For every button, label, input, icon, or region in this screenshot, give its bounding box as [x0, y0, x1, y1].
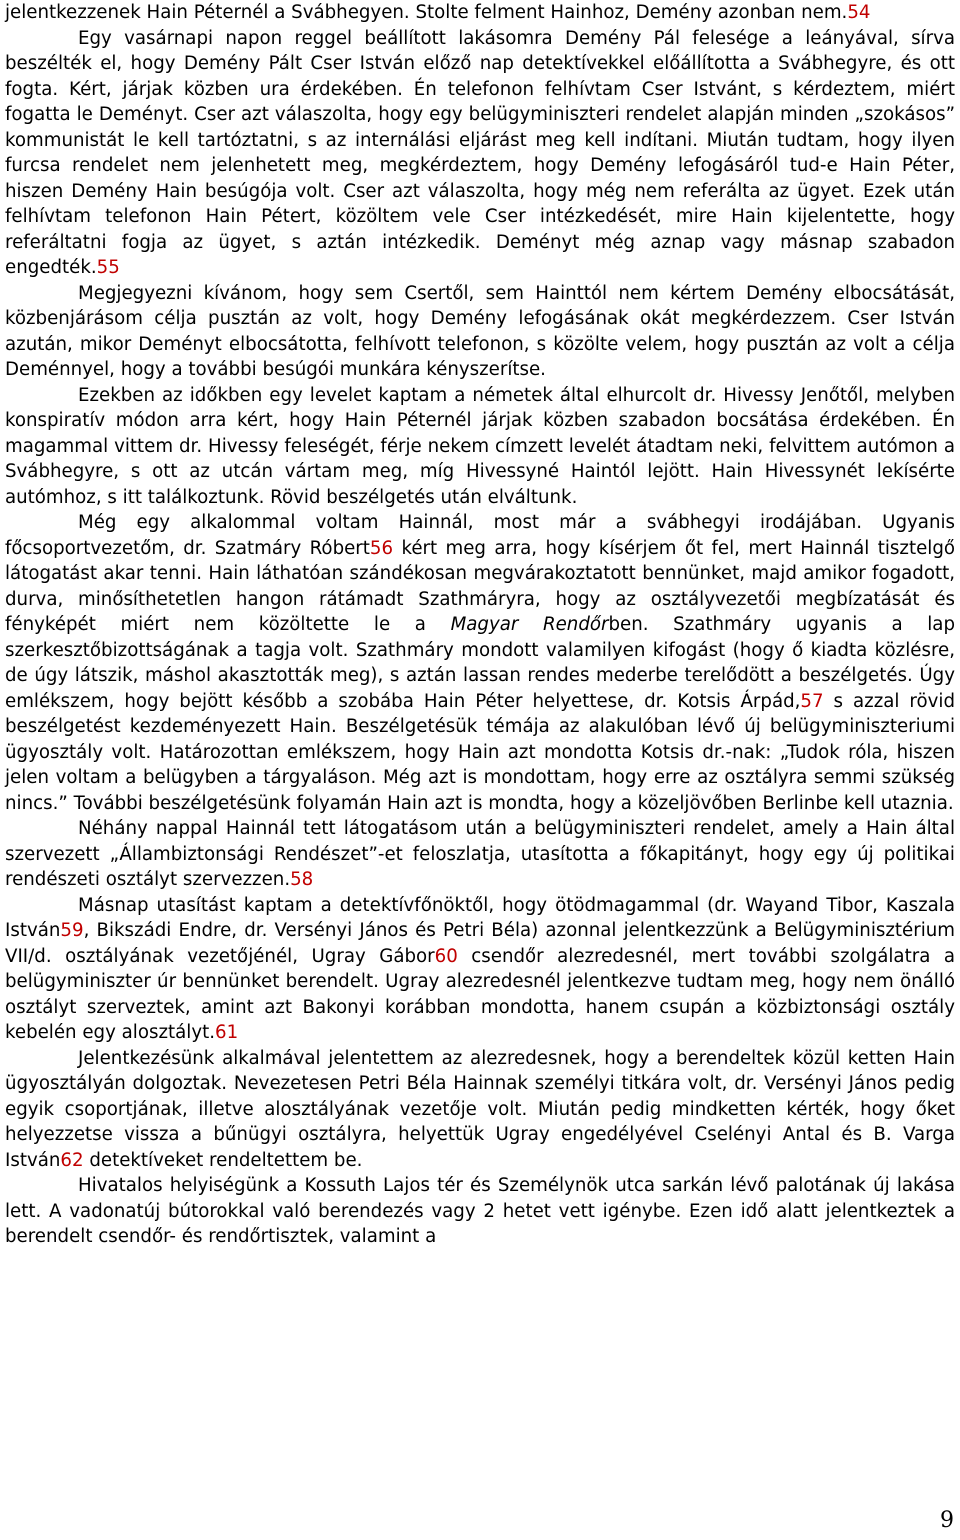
footnote-reference: 59	[60, 920, 84, 941]
text-run: jelentkezzenek Hain Péternél a Svábhegyen. Stolte felment Hainhoz, Demény azonban nem.	[5, 2, 848, 23]
text-run: csendőr alezredesnél, mert további szolgálatra a belügyminiszter úr bennünket berendelt. Ugray alezredesnél jelentkezve tudtam meg, hogy nem önálló osztályt szerveztek, amint azt Bakonyi korábban mondotta, hanem csupán a közbiztonsági osztály kebelén egy alosztályt.	[5, 945, 955, 1043]
paragraph	[5, 816, 955, 893]
paragraph	[5, 1173, 955, 1250]
text-run: s azzal rövid beszélgetést kezdeményezett Hain. Beszélgetésük témája az alakulóban lévő új belügyminiszteriumi ügyosztály volt. Határozottan emlékszem, hogy Hain azt mondotta Kotsis dr.-nak: „Tudok róla, hiszen jelen voltam a belügyben a tárgyaláson. Még azt is mondottam, hogy erre az osztályra semmi szükség nincs.” További beszélgetésünk folyamán Hain azt is mondta, hogy a közeljövőben Berlinbe kell utaznia.	[5, 690, 955, 814]
text-run: Egy vasárnapi napon reggel beállított lakásomra Demény Pál felesége a leányával, sírva beszélték el, hogy Demény Pált Cser István előző nap detektívekkel előállította a Svábhegyre, és ott fogta. Kért, járjak közben ura érdekében. Én telefonon felhívtam Cser Istvánt, s kérdeztem, miért fogatta le Deményt. Cser azt válaszolta, hogy egy belügyminiszteri rendelet alapján minden „szokásos” kommunistát le kell tartóztatni, s az internálási eljárást meg kell indítani. Miután tudtam, hogy ilyen furcsa rendelet nem jelenhetett meg, megkérdeztem, hogy Demény lefogásáról tud-e Hain Péter, hiszen Demény Hain besúgója volt. Cser azt válaszolta, hogy még nem referálta az ügyet. Ezek után felhívtam telefonon Hain Pétert, közöltem vele Cser intézkedését, mire Hain kijelentette, hogy referáltatni fogja az ügyet, s aztán intézkedik. Deményt még aznap vagy másnap szabadon engedték.	[5, 27, 955, 278]
footnote-reference: 58	[290, 869, 314, 890]
document-body	[5, 0, 955, 1250]
footnote-reference: 60	[434, 945, 458, 967]
footnote-reference: 54	[847, 2, 871, 23]
paragraph	[5, 281, 955, 383]
footnote-reference: 61	[215, 1022, 239, 1043]
text-run: Másnap utasítást kaptam a detektívfőnöktől, hogy ötödmagammal (dr. Wayand Tibor, Kaszala István	[5, 894, 955, 941]
text-run: Jelentkezésünk alkalmával jelentettem az alezredesnek, hogy a berendeltek közül ketten Hain ügyosztályán dolgoztak. Nevezetesen Petri Béla Hainnak személyi titkára volt, dr. Versényi János pedig egyik csoportjának, illetve alosztályának vezetője volt. Miután pedig mindketten kérték, hogy őket helyezzetse vissza a bűnügyi osztályra, helyettük Ugray engedélyével Cselényi Antal és B. Varga István	[5, 1047, 955, 1171]
text-run: ben. Szathmáry ugyanis a lap szerkesztőbizottságának a tagja volt. Szathmáry mondott valamilyen kifogást (hogy ő kiadta közlésre, de úgy látszik, máshol akasztották meg), s aztán lassan rendes mederbe terelődött a beszélgetés. Úgy emlékszem, hogy bejött később a szobába Hain Péter helyettese, dr. Kotsis Árpád,	[5, 614, 956, 712]
footnote-reference: 62	[60, 1149, 84, 1171]
text-run: Megjegyezni kívánom, hogy sem Csertől, sem Hainttól nem kértem Demény elbocsátását, közbenjárásom célja pusztán az volt, hogy Demény lefogásának okát megkérdezzem. Cser István azután, mikor Deményt elbocsátotta, felhívott telefonon, s közölte velem, hogy pusztán az volt a célja Deménnyel, hogy a további besúgói munkára kényszerítse.	[5, 282, 955, 380]
page-number: 9	[940, 1508, 954, 1533]
paragraph	[5, 383, 955, 511]
text-run: , Bikszádi Endre, dr. Versényi János és Petri Béla) azonnal jelentkezzünk a Belügyminisztérium VII/d. osztályának vezetőjénél, Ugray Gábor	[5, 920, 955, 967]
text-run: detektíveket rendeltettem be.	[83, 1149, 363, 1171]
paragraph	[5, 26, 955, 281]
footnote-reference: 55	[96, 257, 120, 278]
text-run: kért meg arra, hogy kísérjem őt fel, mert Hainnál tisztelgő látogatást akar tenni. Hain láthatóan szándékosan megvárakoztatott bennünket, majd amikor fogadott, durva, minősíthetetlen hangon rátámadt Szathmáryra, hogy az osztályvezetői megbízatását és fényképét miért nem közöltette le a	[5, 537, 955, 635]
paragraph	[5, 893, 955, 1046]
text-run: Hivatalos helyiségünk a Kossuth Lajos tér és Személynök utca sarkán lévő palotának új lakása lett. A vadonatúj bútorokkal való berendezés vagy 2 hetet vett igénybe. Ezen idő alatt jelentkeztek a berendelt csendőr- és rendőrtisztek, valamint a	[5, 1175, 955, 1247]
text-run: Ezekben az időkben egy levelet kaptam a németek által elhurcolt dr. Hivessy Jenőtől, melyben konspiratív módon arra kért, hogy Hain Péternél járjak közben szabadon bocsátása érdekében. Én magammal vittem dr. Hivessy feleségét, férje nekem címzett levelét átadtam neki, felvittem autómon a Svábhegyre, s ott az utcán vártam meg, míg Hivessyné Haintól lejött. Hain Hivessynét lekísérte autómhoz, s itt találkoztunk. Rövid beszélgetés után elváltunk.	[5, 384, 955, 508]
footnote-reference: 56	[369, 537, 394, 559]
paragraph	[5, 0, 955, 26]
italic-text: Magyar Rendőr	[450, 614, 609, 635]
footnote-reference: 57	[800, 690, 824, 712]
text-run: Még egy alkalommal voltam Hainnál, most már a svábhegyi irodájában. Ugyanis főcsoportvezetőm, dr. Szatmáry Róbert	[5, 512, 955, 559]
text-run: Néhány nappal Hainnál tett látogatásom után a belügyminiszteri rendelet, amely a Hain által szervezett „Állambiztonsági Rendészet”-et feloszlatja, utasította a főkapitányt, hogy egy új politikai rendészeti osztályt szervezzen.	[5, 818, 955, 890]
paragraph	[5, 510, 955, 816]
paragraph	[5, 1046, 955, 1174]
